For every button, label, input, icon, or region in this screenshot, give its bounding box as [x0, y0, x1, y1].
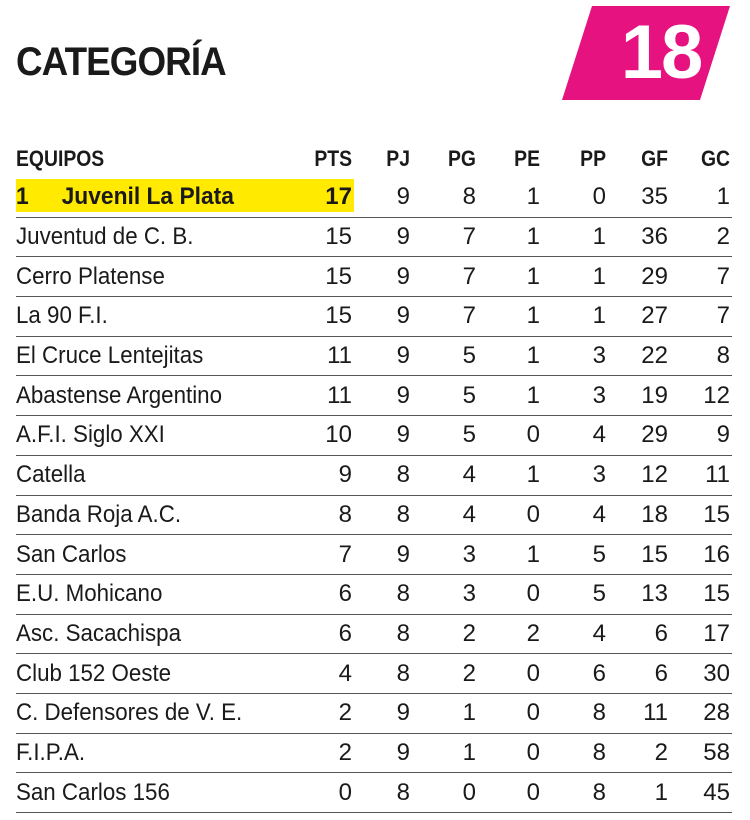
team-name-text: A.F.I. Siglo XXI — [16, 421, 165, 449]
cell-pts: 11 — [327, 381, 352, 409]
table-row — [16, 535, 732, 575]
cell-pe: 1 — [526, 540, 540, 568]
cell-gf: 12 — [641, 461, 668, 489]
cell-pts: 6 — [338, 619, 352, 647]
team-name-text: Juvenil La Plata — [61, 183, 234, 211]
team-name-text: Asc. Sacachispa — [16, 619, 182, 647]
cell-pg: 2 — [462, 659, 476, 687]
table-row — [16, 416, 732, 456]
cell-pg: 5 — [462, 421, 476, 449]
cell-pg: 1 — [462, 699, 476, 727]
cell-gf: 15 — [641, 540, 668, 568]
table-row — [16, 337, 732, 377]
cell-pp: 5 — [592, 540, 606, 568]
cell-pts: 15 — [325, 262, 352, 290]
col-header-equipos: EQUIPOS — [16, 146, 105, 171]
cell-gc: 12 — [703, 381, 730, 409]
col-header-pp: PP — [580, 146, 606, 171]
cell-pg: 5 — [462, 381, 476, 409]
team-name-text: Cerro Platense — [16, 262, 165, 290]
team-name — [16, 456, 286, 495]
cell-pe: 1 — [526, 381, 540, 409]
cell-pj: 9 — [396, 421, 410, 449]
col-header-pj: PJ — [386, 146, 410, 171]
cell-pts: 9 — [338, 461, 352, 489]
col-header-pg: PG — [448, 146, 476, 171]
cell-pe: 1 — [526, 183, 540, 211]
team-name-text: La 90 F.I. — [16, 302, 108, 330]
cell-pp: 1 — [592, 262, 606, 290]
cell-pp: 5 — [592, 580, 606, 608]
team-name-text: E.U. Mohicano — [16, 580, 163, 608]
cell-gf: 29 — [641, 262, 668, 290]
cell-gf: 18 — [641, 500, 668, 528]
cell-pp: 0 — [592, 183, 606, 211]
cell-pj: 8 — [396, 461, 410, 489]
col-header-gc: GC — [700, 146, 730, 171]
cell-pts: 17 — [325, 183, 352, 211]
cell-pj: 8 — [396, 580, 410, 608]
cell-gc: 11 — [705, 461, 730, 489]
cell-pg: 3 — [462, 540, 476, 568]
team-name-text: Club 152 Oeste — [16, 659, 172, 687]
cell-gf: 13 — [641, 580, 668, 608]
cell-pe: 0 — [526, 699, 540, 727]
team-name — [16, 734, 286, 773]
cell-pj: 9 — [396, 738, 410, 766]
cell-pg: 3 — [462, 580, 476, 608]
team-name-text: San Carlos — [16, 540, 127, 568]
cell-pj: 9 — [396, 342, 410, 370]
cell-gc: 17 — [703, 619, 730, 647]
table-row — [16, 615, 732, 655]
cell-pe: 0 — [526, 500, 540, 528]
team-name — [16, 535, 286, 574]
team-name — [16, 416, 286, 455]
table-row — [16, 456, 732, 496]
cell-pts: 15 — [325, 302, 352, 330]
table-row — [16, 575, 732, 615]
cell-pp: 8 — [592, 738, 606, 766]
cell-pj: 9 — [396, 262, 410, 290]
cell-pg: 4 — [462, 461, 476, 489]
cell-gf: 1 — [654, 778, 668, 806]
table-row — [16, 297, 732, 337]
cell-gf: 29 — [641, 421, 668, 449]
cell-pp: 4 — [592, 500, 606, 528]
cell-pg: 7 — [462, 262, 476, 290]
cell-gc: 15 — [703, 580, 730, 608]
table-row — [16, 496, 732, 536]
page-title: CATEGORÍA — [16, 40, 226, 84]
cell-pj: 8 — [396, 500, 410, 528]
standings-table — [16, 140, 732, 813]
table-row — [16, 218, 732, 258]
cell-gc: 9 — [716, 421, 730, 449]
team-name — [16, 257, 286, 296]
cell-gf: 2 — [654, 738, 668, 766]
cell-gc: 8 — [716, 342, 730, 370]
cell-pts: 11 — [327, 342, 352, 370]
cell-pp: 1 — [592, 223, 606, 251]
team-name — [16, 615, 286, 654]
team-name-text: Catella — [16, 461, 86, 489]
team-name-text: Juventud de C. B. — [16, 223, 194, 251]
table-row — [16, 773, 732, 813]
cell-pts: 2 — [338, 699, 352, 727]
cell-pg: 7 — [462, 302, 476, 330]
team-name — [16, 694, 286, 733]
cell-pj: 8 — [396, 778, 410, 806]
table-row — [16, 376, 732, 416]
cell-pg: 8 — [462, 183, 476, 211]
table-header — [16, 140, 732, 178]
cell-pp: 3 — [592, 461, 606, 489]
cell-pp: 4 — [592, 421, 606, 449]
cell-pp: 4 — [592, 619, 606, 647]
cell-gc: 30 — [703, 659, 730, 687]
team-name — [16, 773, 286, 812]
cell-gc: 7 — [716, 302, 730, 330]
cell-pe: 1 — [526, 223, 540, 251]
table-row — [16, 654, 732, 694]
cell-pj: 9 — [396, 699, 410, 727]
cell-pg: 0 — [462, 778, 476, 806]
table-row — [16, 694, 732, 734]
cell-pp: 3 — [592, 381, 606, 409]
table-body — [16, 178, 732, 813]
team-name — [16, 218, 286, 257]
team-name — [16, 337, 286, 376]
cell-gf: 27 — [641, 302, 668, 330]
cell-pj: 8 — [396, 619, 410, 647]
cell-gc: 2 — [716, 223, 730, 251]
team-name — [16, 575, 286, 614]
col-header-pts: PTS — [314, 146, 352, 171]
cell-pe: 1 — [526, 342, 540, 370]
cell-gc: 28 — [703, 699, 730, 727]
cell-gf: 36 — [641, 223, 668, 251]
cell-pj: 9 — [396, 540, 410, 568]
cell-pts: 2 — [338, 738, 352, 766]
cell-pp: 8 — [592, 778, 606, 806]
team-position: 1 — [16, 183, 29, 211]
cell-pg: 2 — [462, 619, 476, 647]
cell-pj: 9 — [396, 223, 410, 251]
cell-pj: 8 — [396, 659, 410, 687]
team-name-text: Abastense Argentino — [16, 381, 222, 409]
category-number: 18 — [620, 10, 702, 95]
cell-pg: 5 — [462, 342, 476, 370]
table-row — [16, 734, 732, 774]
cell-pe: 0 — [526, 738, 540, 766]
team-name — [16, 178, 292, 217]
cell-gf: 6 — [654, 619, 668, 647]
cell-pp: 6 — [592, 659, 606, 687]
cell-pp: 8 — [592, 699, 606, 727]
cell-gc: 15 — [703, 500, 730, 528]
cell-pg: 4 — [462, 500, 476, 528]
col-header-gf: GF — [641, 146, 668, 171]
cell-pts: 6 — [338, 580, 352, 608]
cell-pj: 9 — [396, 183, 410, 211]
cell-pe: 1 — [526, 262, 540, 290]
cell-gf: 22 — [641, 342, 668, 370]
team-name — [16, 297, 286, 336]
team-name-text: C. Defensores de V. E. — [16, 699, 243, 727]
team-name — [16, 496, 286, 535]
cell-gc: 1 — [716, 183, 730, 211]
cell-pts: 8 — [338, 500, 352, 528]
team-name-text: El Cruce Lentejitas — [16, 342, 204, 370]
cell-pts: 15 — [325, 223, 352, 251]
team-name — [16, 654, 286, 693]
category-badge — [562, 6, 730, 100]
cell-pj: 9 — [396, 302, 410, 330]
table-row — [16, 257, 732, 297]
team-name-text: F.I.P.A. — [16, 738, 86, 766]
cell-gf: 19 — [641, 381, 668, 409]
col-header-pe: PE — [514, 146, 540, 171]
cell-pts: 7 — [338, 540, 352, 568]
cell-pe: 1 — [526, 302, 540, 330]
cell-gc: 58 — [703, 738, 730, 766]
cell-pe: 0 — [526, 778, 540, 806]
cell-pe: 0 — [526, 580, 540, 608]
table-row-leader — [16, 178, 732, 218]
cell-pe: 0 — [526, 659, 540, 687]
cell-gc: 7 — [716, 262, 730, 290]
team-name — [16, 376, 286, 415]
cell-pp: 3 — [592, 342, 606, 370]
cell-gc: 16 — [703, 540, 730, 568]
cell-gf: 35 — [641, 183, 668, 211]
cell-pp: 1 — [592, 302, 606, 330]
cell-pts: 4 — [338, 659, 352, 687]
cell-gf: 6 — [654, 659, 668, 687]
team-name-text: Banda Roja A.C. — [16, 500, 182, 528]
cell-gc: 45 — [703, 778, 730, 806]
cell-pg: 1 — [462, 738, 476, 766]
cell-pts: 10 — [325, 421, 352, 449]
cell-pe: 1 — [526, 461, 540, 489]
cell-pts: 0 — [338, 778, 352, 806]
cell-pe: 0 — [526, 421, 540, 449]
cell-gf: 11 — [643, 699, 668, 727]
cell-pg: 7 — [462, 223, 476, 251]
cell-pe: 2 — [526, 619, 540, 647]
cell-pj: 9 — [396, 381, 410, 409]
team-name-text: San Carlos 156 — [16, 778, 170, 806]
